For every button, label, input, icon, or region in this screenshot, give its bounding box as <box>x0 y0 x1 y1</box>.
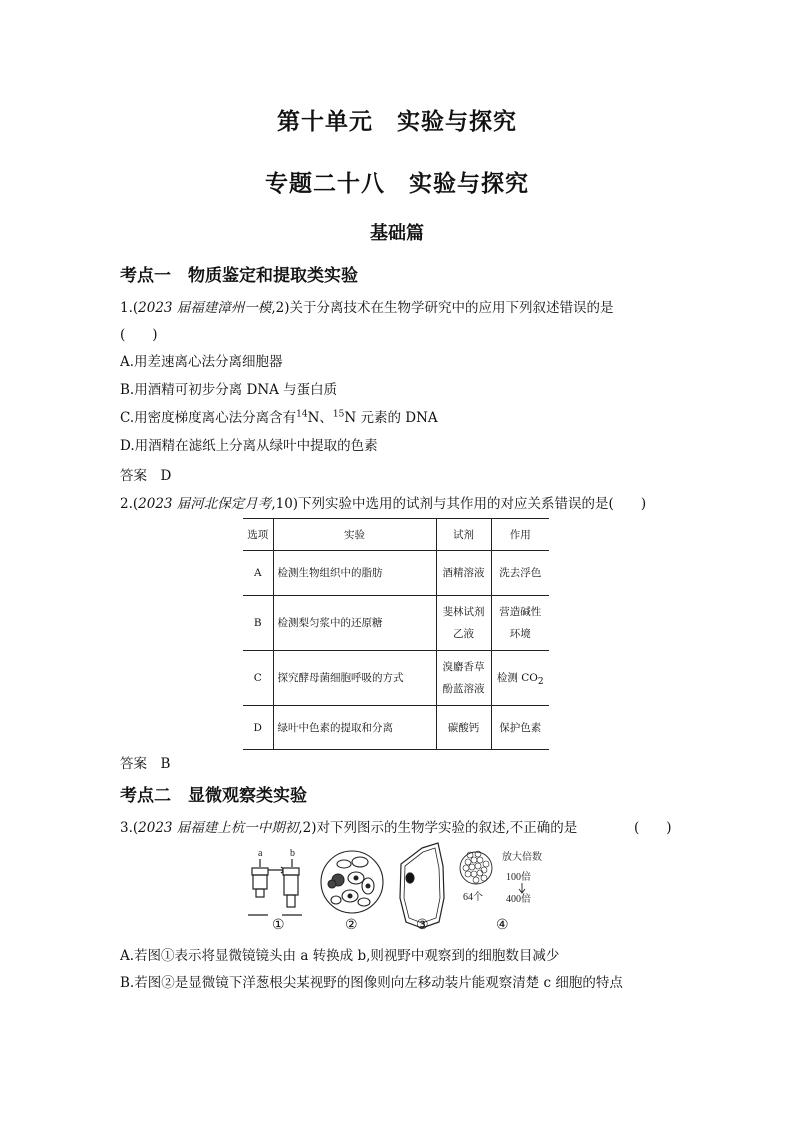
header-reagent: 试剂 <box>436 519 491 551</box>
q1-option-c-pre: C.用密度梯度离心法分离含有 <box>120 410 297 426</box>
lens-a-label: a <box>258 848 263 859</box>
q3-option-a: A.若图①表示将显微镜镜头由 a 转换成 b,则视野中观察到的细胞数目减少 <box>120 948 560 964</box>
cell-reagent <box>436 651 491 706</box>
table-row <box>243 551 549 596</box>
table-row <box>243 596 549 651</box>
cell-option: A <box>243 551 273 596</box>
cell-option: B <box>243 596 273 651</box>
figure-number-3: ③ <box>416 917 429 933</box>
cell-reagent <box>436 596 491 651</box>
cell-reagent: 碳酸钙 <box>436 706 491 750</box>
effect-line-2: 环境 <box>509 628 531 640</box>
header-experiment: 实验 <box>273 519 436 551</box>
cell-grid-figure <box>460 850 542 905</box>
q1-stem <box>120 296 613 316</box>
magnification-from: 100倍 <box>506 872 531 883</box>
lens-b-label: b <box>290 848 295 859</box>
cell-effect <box>491 651 549 706</box>
figure-number-4: ④ <box>496 917 509 933</box>
q2-table <box>243 518 549 750</box>
q3-stem <box>120 816 577 836</box>
cell-effect <box>491 596 549 651</box>
magnification-title: 放大倍数 <box>502 852 542 863</box>
section-heading: 基础篇 <box>370 223 424 244</box>
cell-count-label: 64个 <box>463 892 483 903</box>
plant-cell-figure <box>400 843 444 928</box>
effect-line-1: 营造碱性 <box>499 606 542 618</box>
cell-effect: 保护色素 <box>491 706 549 750</box>
q2-number: 2.( <box>120 496 139 512</box>
cell-experiment: 绿叶中色素的提取和分离 <box>273 706 436 750</box>
q3-option-b: B.若图②是显微镜下洋葱根尖某视野的图像则向左移动装片能观察清楚 c 细胞的特点 <box>120 975 623 991</box>
q2-answer: 答案 B <box>120 756 171 772</box>
q1-number: 1.( <box>120 300 139 316</box>
cell-effect: 洗去浮色 <box>491 551 549 596</box>
reagent-line-1: 溴麝香草 <box>442 661 485 673</box>
q2-stem <box>120 492 646 512</box>
q1-option-c <box>120 406 438 426</box>
root-tip-figure <box>321 851 383 913</box>
q1-option-c-post: N 元素的 DNA <box>344 410 438 426</box>
q1-answer-paren: ( ) <box>120 327 158 343</box>
q1-text: ,2)关于分离技术在生物学研究中的应用下列叙述错误的是 <box>271 300 614 316</box>
cell-reagent: 酒精溶液 <box>436 551 491 596</box>
reagent-line-1: 斐林试剂 <box>442 606 485 618</box>
isotope-15: 15 <box>332 409 345 420</box>
cell-option: C <box>243 651 273 706</box>
cell-option: D <box>243 706 273 750</box>
co2-subscript: 2 <box>537 677 544 688</box>
cell-experiment: 检测生物组织中的脂肪 <box>273 551 436 596</box>
magnification-to: 400倍 <box>506 894 531 905</box>
q3-source: 2023 届福建上杭一中期初 <box>138 820 299 836</box>
effect-co2: 检测 CO <box>496 672 538 684</box>
table-header-row <box>243 519 549 551</box>
q1-option-b: B.用酒精可初步分离 DNA 与蛋白质 <box>120 382 338 398</box>
q1-option-a: A.用差速离心法分离细胞器 <box>120 354 283 370</box>
kaodian-1-heading: 考点一 物质鉴定和提取类实验 <box>120 266 358 286</box>
q1-option-d: D.用酒精在滤纸上分离从绿叶中提取的色素 <box>120 438 378 454</box>
reagent-line-2: 乙液 <box>453 628 474 640</box>
objective-lens-figure <box>248 848 302 915</box>
unit-title: 第十单元 实验与探究 <box>277 109 517 135</box>
q2-source: 2023 届河北保定月考 <box>138 496 272 512</box>
isotope-14: 14 <box>296 409 308 420</box>
q1-source: 2023 届福建漳州一模 <box>138 300 272 316</box>
table-row <box>243 651 549 706</box>
q1-answer: 答案 D <box>120 468 172 484</box>
q3-answer-paren: ( ) <box>634 820 672 836</box>
header-effect: 作用 <box>491 519 549 551</box>
kaodian-2-heading: 考点二 显微观察类实验 <box>120 786 307 806</box>
cell-experiment: 探究酵母菌细胞呼吸的方式 <box>273 651 436 706</box>
cell-experiment: 检测梨匀浆中的还原糖 <box>273 596 436 651</box>
q3-number: 3.( <box>120 820 139 836</box>
figure-number-1: ① <box>272 917 285 933</box>
table-row <box>243 706 549 750</box>
q3-text: ,2)对下列图示的生物学实验的叙述,不正确的是 <box>298 820 578 836</box>
q2-text: ,10)下列实验中选用的试剂与其作用的对应关系错误的是( ) <box>271 496 647 512</box>
topic-title: 专题二十八 实验与探究 <box>265 171 529 197</box>
reagent-line-2: 酚蓝溶液 <box>442 683 485 695</box>
figure-number-2: ② <box>345 917 358 933</box>
header-option: 选项 <box>243 519 273 551</box>
q1-option-c-mid: N、 <box>307 410 333 426</box>
q3-figures <box>240 840 560 932</box>
